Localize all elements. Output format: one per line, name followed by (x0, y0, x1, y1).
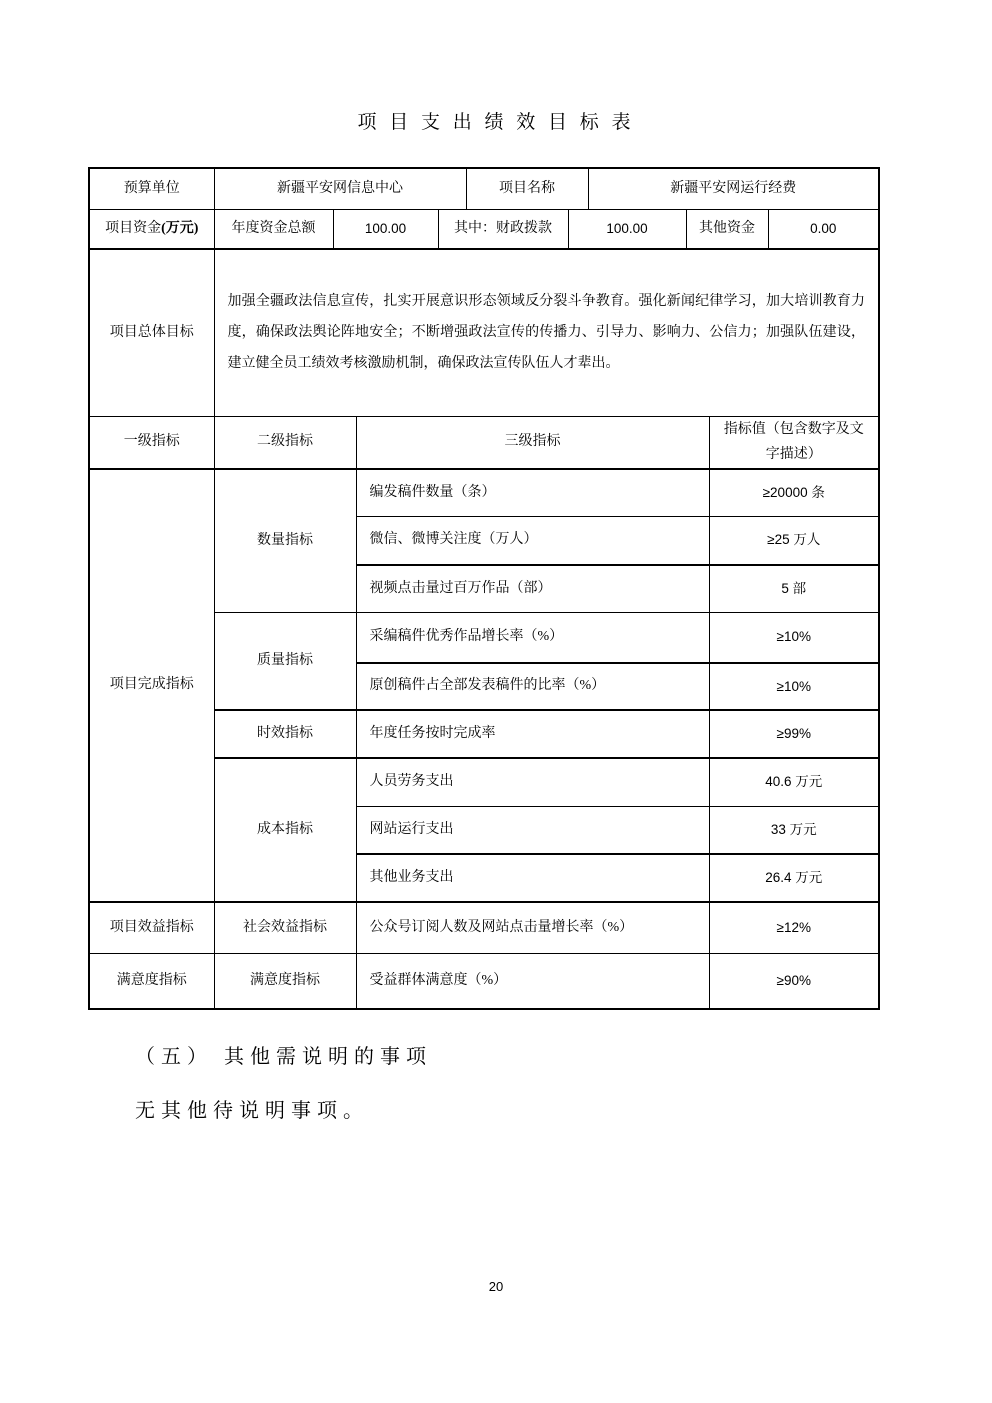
header-level1: 一级指标 (89, 416, 214, 469)
project-funds-label (89, 209, 214, 249)
indicator-value: ≥12% (709, 902, 879, 953)
header-indicator-value: 指标值（包含数字及文字描述） (709, 416, 879, 469)
level3-indicator: 公众号订阅人数及网站点击量增长率（%） (356, 902, 709, 953)
table-row-project-funds (89, 209, 879, 249)
indicator-value: ≥20000 条 (709, 469, 879, 516)
project-funds-unit-text: (万元) (161, 220, 199, 236)
level3-indicator: 其他业务支出 (356, 854, 709, 902)
overall-goal-text: 加强全疆政法信息宣传，扎实开展意识形态领域反分裂斗争教育。强化新闻纪律学习，加大培训教育力度，确保政法舆论阵地安全；不断增强政法宣传的传播力、引导力、影响力、公信力；加强队伍建设，建立健全员工绩效考核激励机制，确保政法宣传队伍人才辈出。 (214, 249, 879, 416)
table-row-indicator-header (89, 416, 879, 469)
header-level3: 三级指标 (356, 416, 709, 469)
level3-indicator: 年度任务按时完成率 (356, 710, 709, 758)
table-row-indicator (89, 469, 879, 516)
project-name-value: 新疆平安网运行经费 (588, 168, 879, 209)
level1-group-label: 项目效益指标 (89, 902, 214, 953)
level1-group-label: 项目完成指标 (89, 469, 214, 902)
level3-indicator: 原创稿件占全部发表稿件的比率（%） (356, 663, 709, 710)
level2-group-label: 质量指标 (214, 612, 356, 710)
other-funds-value: 0.00 (768, 209, 879, 249)
notes-heading: （五） 其他需说明的事项 (135, 1046, 432, 1068)
notes-section (135, 1040, 835, 1123)
level2-group-label: 成本指标 (214, 758, 356, 902)
other-funds-label: 其他资金 (686, 209, 768, 249)
level2-group-label: 时效指标 (214, 710, 356, 758)
level3-indicator: 受益群体满意度（%） (356, 953, 709, 1009)
indicator-value: 26.4 万元 (709, 854, 879, 902)
project-name-label: 项目名称 (466, 168, 588, 209)
indicator-value: 33 万元 (709, 806, 879, 854)
level2-group-label: 满意度指标 (214, 953, 356, 1009)
overall-goal-label: 项目总体目标 (89, 249, 214, 416)
level3-indicator: 编发稿件数量（条） (356, 469, 709, 516)
level2-group-label: 社会效益指标 (214, 902, 356, 953)
header-level2: 二级指标 (214, 416, 356, 469)
fiscal-allocation-value: 100.00 (568, 209, 686, 249)
indicator-value: ≥99% (709, 710, 879, 758)
annual-total-value: 100.00 (333, 209, 438, 249)
budget-unit-value: 新疆平安网信息中心 (214, 168, 466, 209)
level3-indicator: 微信、微博关注度（万人） (356, 516, 709, 565)
indicator-value: 40.6 万元 (709, 758, 879, 806)
document-title: 项 目 支 出 绩 效 目 标 表 (357, 112, 635, 133)
indicator-value: ≥25 万人 (709, 516, 879, 565)
indicator-value: 5 部 (709, 565, 879, 612)
project-funds-label-text: 项目资金 (105, 220, 162, 236)
table-row-indicator (89, 902, 879, 953)
annual-total-label: 年度资金总额 (214, 209, 333, 249)
level1-group-label: 满意度指标 (89, 953, 214, 1009)
fiscal-allocation-label: 其中：财政拨款 (438, 209, 568, 249)
page-number: 20 (488, 1279, 504, 1294)
table-row-indicator (89, 953, 879, 1009)
indicator-value: ≥10% (709, 663, 879, 710)
level3-indicator: 网站运行支出 (356, 806, 709, 854)
table-row-budget-unit (89, 168, 879, 209)
level3-indicator: 采编稿件优秀作品增长率（%） (356, 612, 709, 663)
level2-group-label: 数量指标 (214, 469, 356, 612)
performance-target-table (88, 167, 880, 1010)
budget-unit-label: 预算单位 (89, 168, 214, 209)
indicator-value: ≥90% (709, 953, 879, 1009)
indicator-value: ≥10% (709, 612, 879, 663)
level3-indicator: 视频点击量过百万作品（部） (356, 565, 709, 612)
notes-body: 无其他待说明事项。 (135, 1100, 369, 1122)
level3-indicator: 人员劳务支出 (356, 758, 709, 806)
table-row-overall-goal (89, 249, 879, 416)
